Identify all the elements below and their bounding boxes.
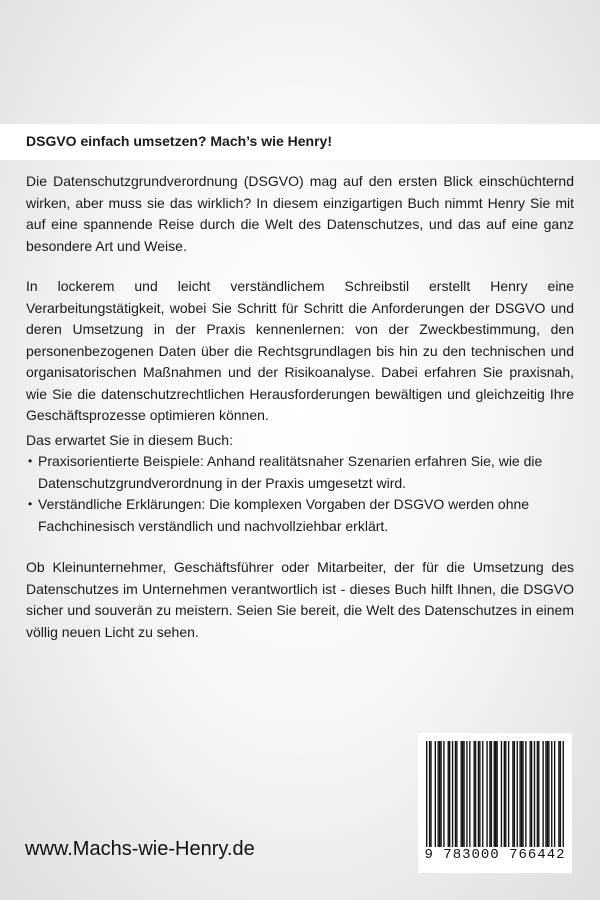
isbn-digits: 9 783000 766442 [424, 847, 566, 863]
closing-paragraph: Ob Kleinunternehmer, Geschäftsführer oder Mitarbeiter, der für die Umsetzung des Datenschutzes im Unternehmen verantwortlich ist - dieses Buch hilft Ihnen, die DSGVO sicher und souverän zu meistern. Seien Sie bereit, die Welt des Datenschutzes in einem völlig neuen Licht zu sehen. [26, 559, 574, 640]
list-item: • Praxisorientierte Beispiele: Anhand realitätsnaher Szenarien erfahren Sie, wie die Datenschutzgrundverordnung in der Praxis umgesetzt wird. [26, 451, 574, 494]
feature-list [26, 451, 574, 537]
website-url: www.Machs-wie-Henry.de [25, 838, 255, 860]
barcode-bars [426, 741, 564, 847]
list-intro: Das erwartet Sie in diesem Buch: [26, 432, 233, 448]
style-paragraph: In lockerem und leicht verständlichem Schreibstil erstellt Henry eine Verarbeitungstätigkeit, wobei Sie Schritt für Schritt die Anforderungen der DSGVO und deren Umsetzung in der Praxis kennenlernen: von der Zweckbestimmung, den personenbezogenen Daten über die Rechtsgrundlagen bis hin zu den technischen und organisatorischen Maßnahmen und der Risikoanalyse. Dabei erfahren Sie praxisnah, wie Sie die datenschutzrechtlichen Herausforderungen bewältigen und gleichzeitig Ihre Geschäftsprozesse optimieren können. [26, 278, 574, 423]
isbn-barcode [418, 733, 572, 873]
intro-paragraph: Die Datenschutzgrundverordnung (DSGVO) mag auf den ersten Blick einschüchternd wirken, aber muss sie das wirklich? In diesem einzigartigen Buch nimmt Henry Sie mit auf eine spannende Reise durch die Welt des Datenschutzes, und das auf eine ganz besondere Art und Weise. [26, 173, 574, 254]
cover-title: DSGVO einfach umsetzen? Mach’s wie Henry! [26, 133, 333, 149]
list-item: • Verständliche Erklärungen: Die komplexen Vorgaben der DSGVO werden ohne Fachchinesisch verständlich und nachvollziehbar erklärt. [26, 494, 574, 537]
